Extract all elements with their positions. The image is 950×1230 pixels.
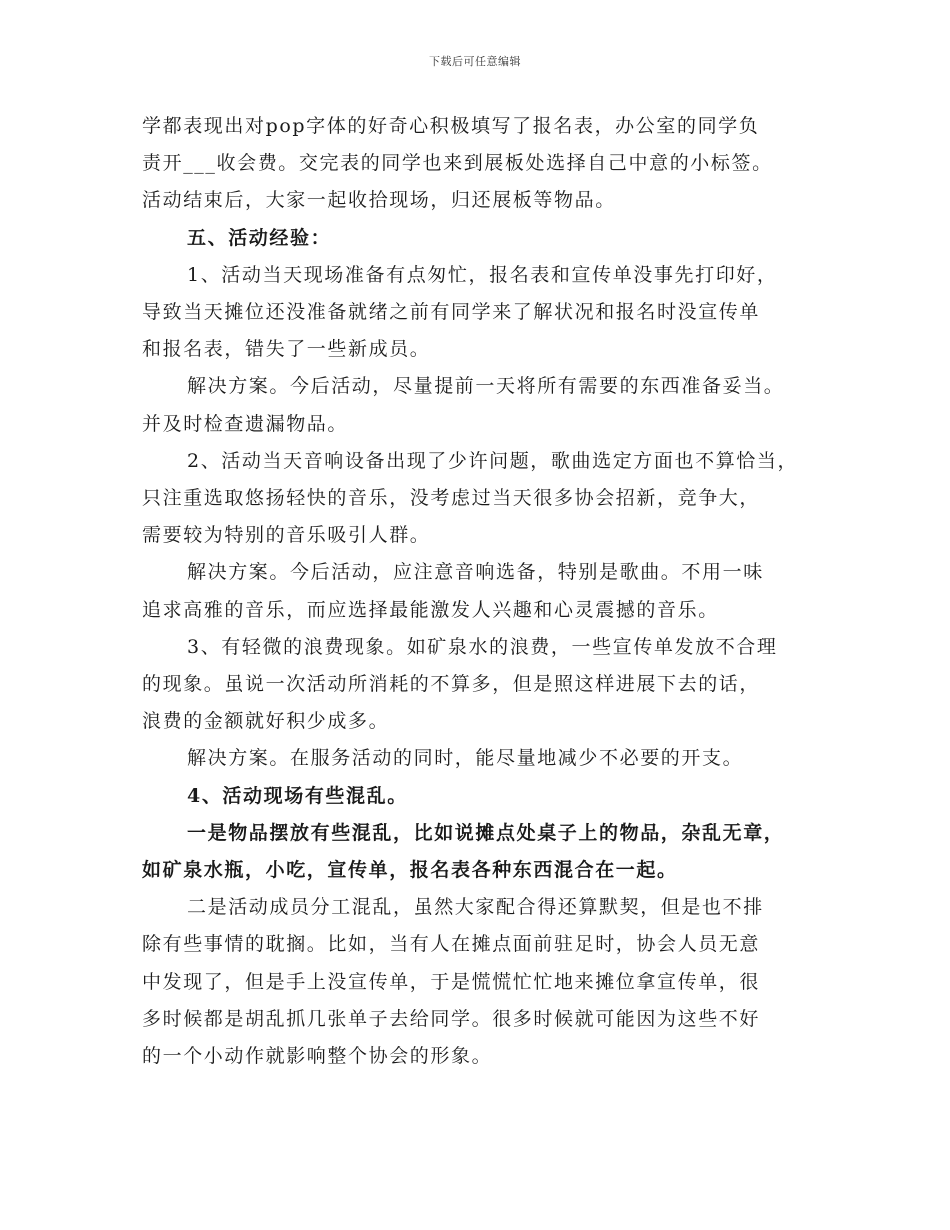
text-line: 活动结束后，大家一起收拾现场，归还展板等物品。 [142,189,616,212]
text-line: 的一个小动作就影响整个协会的形象。 [142,1045,493,1068]
text-line: 2、活动当天音响设备出现了少许问题，歌曲选定方面也不算恰当， [187,449,799,472]
text-line: 3、有轻微的浪费现象。如矿泉水的浪费，一些宣传单发放不合理 [187,635,778,658]
text-line: 多时候都是胡乱抓几张单子去给同学。很多时候就可能因为这些不好 [142,1007,761,1030]
text-line: 除有些事情的耽搁。比如，当有人在摊点面前驻足时，协会人员无意 [142,933,761,956]
text-line: 只注重选取悠扬轻快的音乐，没考虑过当天很多协会招新，竞争大， [142,487,761,510]
text-line: 导致当天摊位还没准备就绪之前有同学来了解状况和报名时没宣传单 [142,301,761,324]
text-line: 解决方案。今后活动，应注意音响选备，特别是歌曲。不用一味 [187,561,764,584]
text-line: 需要较为特别的音乐吸引人群。 [142,524,431,547]
text-line: 二是活动成员分工混乱，虽然大家配合得还算默契，但是也不排 [187,896,764,919]
bold-text-line: 一是物品摆放有些混乱，比如说摊点处桌子上的物品，杂乱无章， [187,821,785,844]
section-heading: 4、活动现场有些混乱。 [187,784,408,807]
document-body [142,108,832,1075]
section-heading: 五、活动经验： [187,226,332,249]
text-line: 解决方案。今后活动，尽量提前一天将所有需要的东西准备妥当。 [187,375,785,398]
text-line: 浪费的金额就好积少成多。 [142,710,390,733]
text-line: 解决方案。在服务活动的同时，能尽量地减少不必要的开支。 [187,747,744,770]
page-header-note: 下载后可任意编辑 [429,55,521,68]
text-line: 并及时检查遗漏物品。 [142,412,349,435]
text-line: 中发现了，但是手上没宣传单，于是慌慌忙忙地来摊位拿宣传单，很 [142,970,761,993]
text-line: 和报名表，错失了一些新成员。 [142,338,431,361]
text-line: 1、活动当天现场准备有点匆忙，报名表和宣传单没事先打印好， [187,263,778,286]
text-line: 追求高雅的音乐，而应选择最能激发人兴趣和心灵震撼的音乐。 [142,598,719,621]
text-line: 学都表现出对pop字体的好奇心积极填写了报名表，办公室的同学负 [142,115,760,137]
bold-text-line: 如矿泉水瓶，小吃，宣传单，报名表各种东西混合在一起。 [142,859,678,882]
text-line: 的现象。虽说一次活动所消耗的不算多，但是照这样进展下去的话， [142,673,761,696]
text-line: 责开___收会费。交完表的同学也来到展板处选择自己中意的小标签。 [142,152,773,175]
